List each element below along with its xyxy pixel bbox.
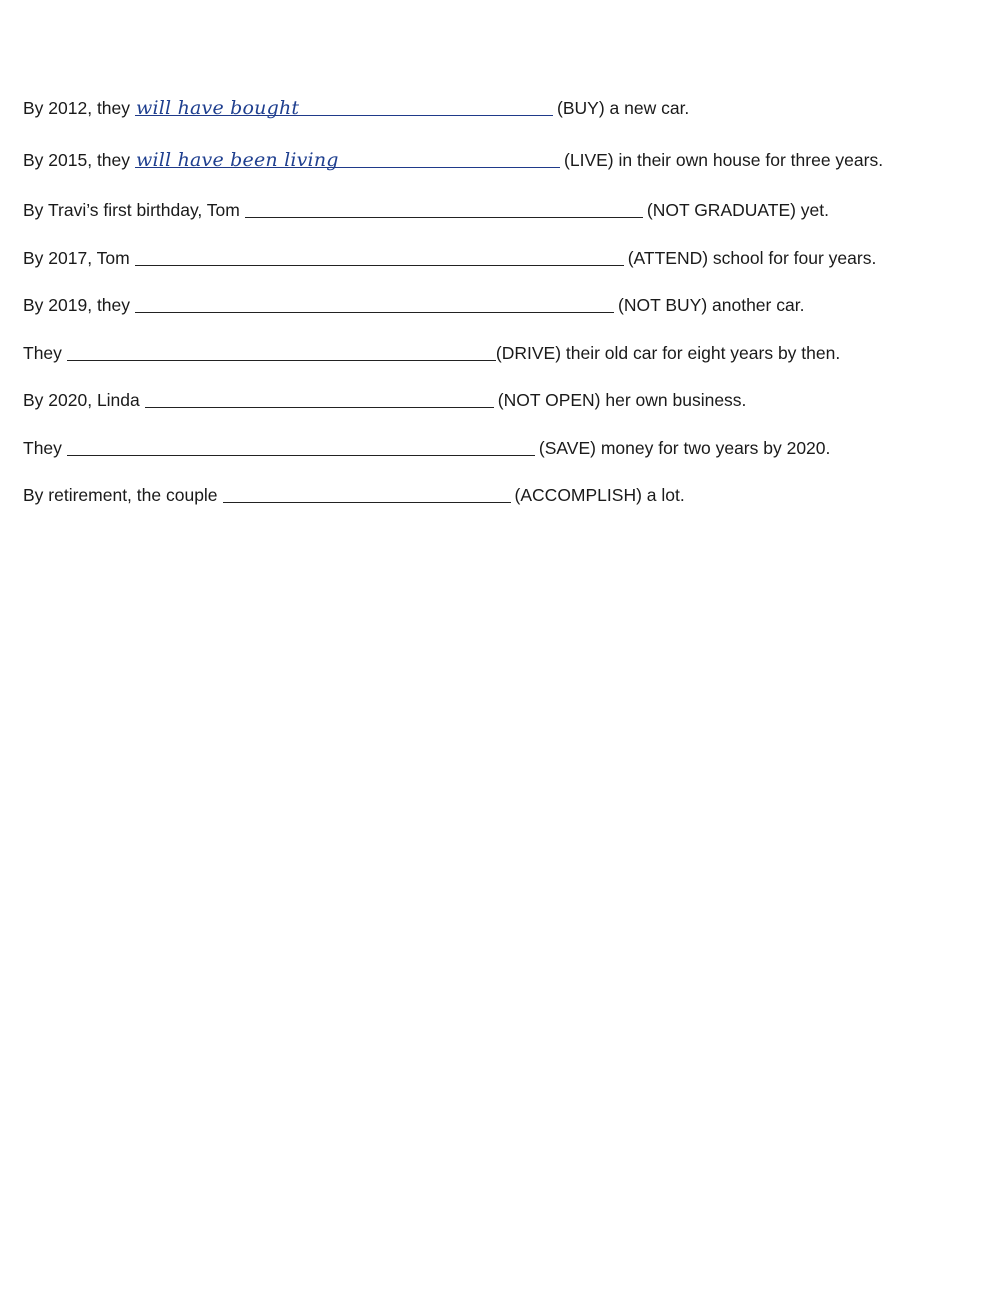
exercise-line-9 xyxy=(23,481,685,505)
line-suffix: (ACCOMPLISH) a lot. xyxy=(514,485,685,505)
answer-blank-6[interactable] xyxy=(67,339,496,361)
answer-blank-9[interactable] xyxy=(223,481,511,503)
line-suffix: (BUY) a new car. xyxy=(557,98,690,118)
line-prefix: By Travi’s first birthday, Tom xyxy=(23,200,240,220)
exercise-line-7 xyxy=(23,386,746,410)
exercise-line-3 xyxy=(23,196,829,220)
line-prefix: By 2017, Tom xyxy=(23,248,130,268)
answer-blank-1[interactable] xyxy=(135,94,553,119)
line-prefix: By retirement, the couple xyxy=(23,485,218,505)
answer-blank-2[interactable] xyxy=(135,146,560,171)
exercise-line-6 xyxy=(23,339,840,363)
line-prefix: By 2015, they xyxy=(23,150,131,170)
line-prefix: By 2012, they xyxy=(23,98,131,118)
line-suffix: (LIVE) in their own house for three years. xyxy=(564,150,884,170)
line-suffix: (NOT OPEN) her own business. xyxy=(497,390,747,410)
line-suffix: (SAVE) money for two years by 2020. xyxy=(538,438,831,458)
answer-blank-8[interactable] xyxy=(67,434,535,456)
line-suffix: (NOT GRADUATE) yet. xyxy=(646,200,830,220)
line-suffix: (NOT BUY) another car. xyxy=(618,295,805,315)
exercise-line-2 xyxy=(23,146,883,170)
line-suffix: (DRIVE) their old car for eight years by then. xyxy=(495,343,841,363)
exercise-line-5 xyxy=(23,291,804,315)
answer-text: will have bought xyxy=(136,97,300,119)
line-prefix: By 2019, they xyxy=(23,295,131,315)
line-prefix: They xyxy=(23,343,62,363)
answer-blank-5[interactable] xyxy=(135,291,614,313)
exercise-line-1 xyxy=(23,94,689,118)
line-prefix: They xyxy=(23,438,62,458)
answer-text: will have been living xyxy=(136,149,339,171)
exercise-line-8 xyxy=(23,434,830,458)
answer-blank-3[interactable] xyxy=(245,196,643,218)
line-prefix: By 2020, Linda xyxy=(23,390,140,410)
answer-blank-7[interactable] xyxy=(145,386,494,408)
exercise-line-4 xyxy=(23,244,876,268)
answer-blank-4[interactable] xyxy=(135,244,624,266)
line-suffix: (ATTEND) school for four years. xyxy=(627,248,877,268)
